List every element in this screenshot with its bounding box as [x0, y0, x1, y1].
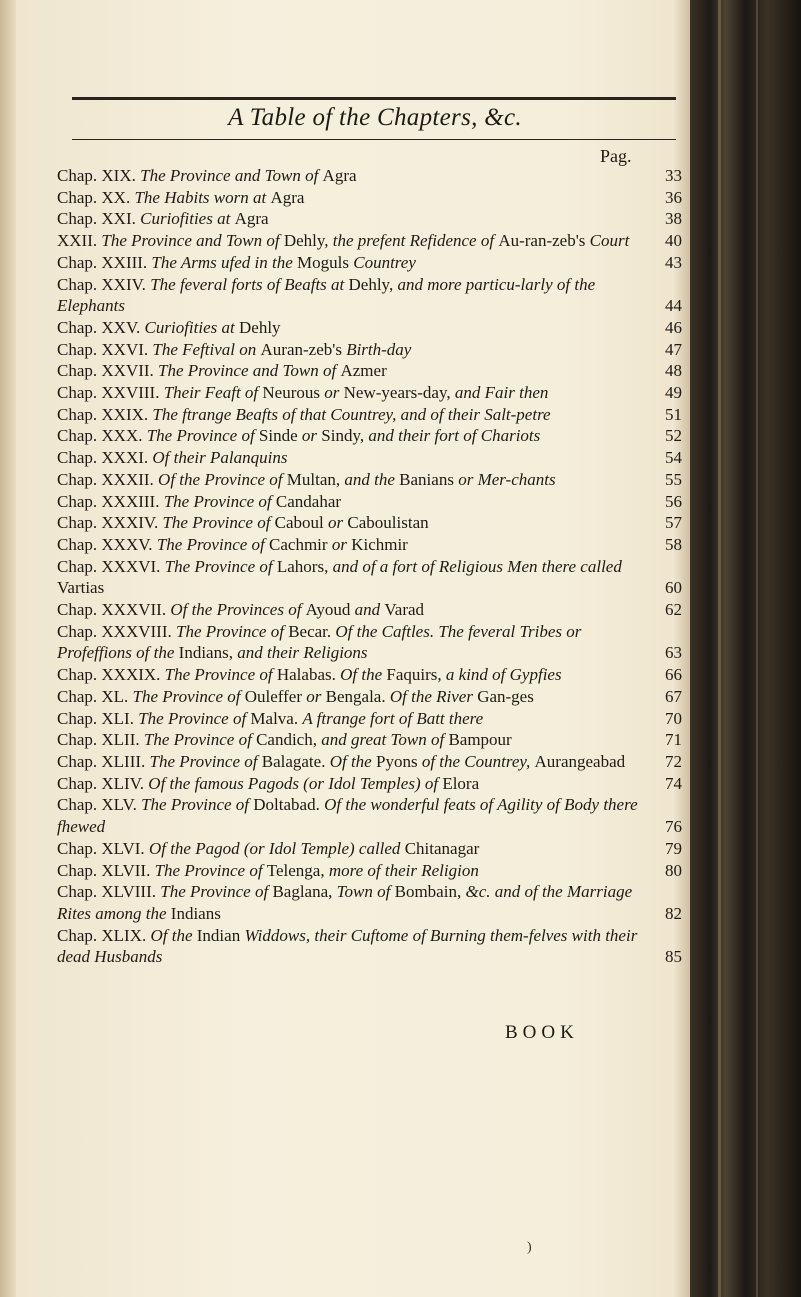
toc-entry [57, 729, 682, 751]
toc-entry [57, 252, 682, 274]
toc-entry [57, 339, 682, 361]
toc-entry-segment: Town of [336, 882, 395, 902]
toc-entry-segment: Court [589, 231, 630, 251]
toc-entry-segment: or [331, 534, 352, 554]
toc-entry-text [57, 882, 632, 923]
toc-page-number: 38 [665, 209, 682, 229]
toc-entry-segment: and [354, 600, 385, 620]
toc-entry-segment: Chap. XLVI. [57, 838, 149, 858]
toc-entry [57, 208, 682, 230]
toc-entry-segment: Auran-zeb's [260, 339, 347, 359]
toc-entry-segment: Au-ran-zeb's [498, 231, 590, 251]
toc-entry [57, 382, 682, 404]
toc-entry [57, 664, 682, 686]
toc-entry-text [57, 361, 387, 380]
toc-entry-text [57, 752, 625, 771]
toc-entry-segment: The Province of [138, 708, 251, 728]
toc-entry-segment: Azmer [340, 361, 387, 381]
toc-entry-segment: Dehly, [283, 231, 333, 251]
toc-page-number: 33 [665, 166, 682, 185]
toc-entry-segment: Dehly [239, 317, 281, 337]
toc-entry-segment: Chap. XXIII. [57, 252, 152, 272]
toc-entry-segment: and of a fort of Religious Men there called [332, 556, 622, 576]
toc-page-number: 72 [665, 751, 682, 771]
toc-entry-segment: Chap. XXXVIII. [57, 621, 176, 641]
toc-entry-segment: A ftrange fort of Batt there [302, 708, 484, 728]
toc-entry-segment: and more particu-larly of the Elephants [57, 274, 596, 316]
toc-entry-segment: The Province of [162, 513, 275, 533]
toc-entry-segment: and their Religions [237, 643, 368, 663]
toc-entry-segment: and their fort of Chariots [368, 426, 541, 446]
toc-page-number: 44 [665, 296, 682, 316]
toc-entry [57, 187, 682, 209]
toc-entry-segment: Ouleffer [244, 686, 307, 706]
toc-entry-text [57, 275, 595, 316]
toc-page-number: 48 [665, 361, 682, 381]
toc-entry-text [57, 513, 429, 532]
toc-entry-segment: Chap. XXX. [57, 426, 147, 446]
toc-entry-segment: The Feftival on [152, 339, 261, 359]
toc-entry-segment: Curiofities at [140, 209, 235, 229]
toc-entry-text [57, 600, 424, 619]
toc-entry-segment: The Province of [160, 882, 273, 902]
toc-entry-segment: Curiofities at [144, 317, 239, 337]
toc-entry-segment: Pyons [375, 751, 422, 771]
toc-entry-segment: Chap. XXV. [57, 317, 145, 337]
toc-entry [57, 556, 682, 599]
toc-entry-segment: Chap. XXVIII. [57, 383, 164, 403]
toc-entry-segment: Candahar [275, 491, 342, 511]
toc-entry-segment: a kind of Gypfies [445, 665, 562, 685]
toc-entry [57, 404, 682, 426]
toc-entry-segment: Chap. XXIV. [57, 274, 151, 294]
toc-entry [57, 599, 682, 621]
toc-entry-segment: or Mer-chants [458, 469, 556, 489]
toc-entry [57, 860, 682, 882]
toc-entry-segment: Banians [399, 469, 459, 489]
toc-entry-segment: Chap. XLI. [57, 708, 139, 728]
toc-page-number: 82 [665, 903, 682, 923]
toc-entry-text [57, 665, 562, 684]
toc-entry-text [57, 383, 548, 402]
toc-entry [57, 925, 682, 968]
toc-entry-segment: or [301, 426, 322, 446]
toc-entry-segment: Doltabad. [253, 795, 325, 815]
toc-entry-text [57, 318, 281, 337]
toc-entry-segment: Of the famous Pagods (or Idol Temples) of [148, 773, 443, 793]
toc-entry-segment: Of the Caftles. The feveral Tribes or Profeffions of the [57, 621, 582, 663]
toc-page-number: 58 [665, 534, 682, 554]
toc-entry-segment: Chap. XLIX. [57, 925, 151, 945]
toc-entry-segment: Of the Province of [158, 469, 287, 489]
toc-entry [57, 881, 682, 924]
toc-entry-segment: The Province and Town of [101, 231, 284, 251]
toc-entry-segment: The Province of [164, 665, 277, 685]
toc-entry-segment: and Fair then [454, 383, 549, 403]
toc-entry-segment: the prefent Refidence of [332, 231, 499, 251]
toc-entry-segment: Of their Palanquins [152, 448, 288, 468]
toc-entry-segment: Indian [196, 925, 245, 945]
toc-page-number: 52 [665, 426, 682, 446]
toc-entry-segment: Chap. XXXIII. [57, 491, 164, 511]
toc-entry-segment: or [324, 383, 344, 403]
toc-entry-segment: Gan-ges [477, 686, 534, 706]
toc-entry-segment: Chitanagar [404, 838, 480, 858]
toc-entry-segment: Lahors, [276, 556, 333, 576]
toc-entry [57, 708, 682, 730]
toc-entry-segment: Chap. XXVI. [57, 339, 153, 359]
toc-entry-text [57, 774, 479, 793]
toc-page-number: 47 [665, 339, 682, 359]
toc-entry-segment: Indians [170, 903, 221, 923]
toc-entry-text [57, 253, 416, 272]
toc-entry [57, 751, 682, 773]
toc-entry [57, 165, 682, 187]
toc-page-number: 80 [665, 860, 682, 880]
page-column-label: Pag. [600, 146, 632, 166]
toc-entry-segment: XXII. [57, 231, 102, 251]
toc-entry-segment: Chap. XX. [57, 187, 135, 207]
toc-entry-segment: or [306, 686, 326, 706]
table-of-contents [57, 165, 682, 968]
toc-page-number: 60 [665, 578, 682, 598]
toc-page-number: 76 [665, 817, 682, 837]
toc-page-number: 85 [665, 947, 682, 967]
toc-entry-segment: The Arms ufed in the [151, 252, 298, 272]
toc-page-number: 49 [665, 383, 682, 403]
toc-entry-segment: Candich, [256, 730, 322, 750]
toc-entry-segment: Of the [329, 751, 376, 771]
toc-entry [57, 425, 682, 447]
toc-page-number: 79 [665, 838, 682, 858]
toc-entry [57, 230, 682, 252]
toc-page-number: 67 [665, 686, 682, 706]
toc-entry [57, 469, 682, 491]
toc-entry-segment: Neurous [262, 383, 325, 403]
toc-entry-segment: Chap. XXXVII. [57, 600, 171, 620]
toc-entry-segment: &c. and of the Marriage Rites among the [57, 882, 633, 923]
toc-entry-segment: The Province of [149, 751, 262, 771]
toc-entry-segment: Sinde [258, 426, 302, 446]
toc-entry-segment: Of the [150, 925, 197, 945]
toc-entry-segment: Of the wonderful feats of Agility of Body there fhewed [57, 795, 638, 837]
toc-entry-segment: Balagate. [261, 751, 330, 771]
toc-entry [57, 512, 682, 534]
toc-entry-segment: Agra [270, 187, 305, 207]
toc-entry-segment: Chap. XXXIX. [57, 665, 165, 685]
toc-entry-segment: Of the Provinces of [170, 600, 306, 620]
toc-entry-segment: Chap. XXI. [57, 209, 141, 229]
toc-entry [57, 794, 682, 837]
toc-entry-segment: Chap. XXVII. [57, 361, 159, 381]
toc-entry-segment: Multan, [286, 469, 345, 489]
toc-page-number: 70 [665, 708, 682, 728]
toc-entry-segment: The Habits worn at [134, 187, 271, 207]
toc-entry-segment: New-years-day, [343, 383, 455, 403]
toc-entry-text [57, 448, 287, 467]
header-rule-bottom [72, 139, 676, 140]
toc-page-number: 62 [665, 600, 682, 620]
toc-entry [57, 274, 682, 317]
toc-entry-segment: The feveral forts of Beafts at [150, 274, 349, 294]
toc-entry-text [57, 405, 551, 424]
toc-entry-segment: Moguls [297, 252, 354, 272]
toc-entry-text [57, 340, 411, 359]
toc-entry-segment: The Province of [156, 534, 270, 554]
toc-entry-text [57, 426, 540, 445]
toc-entry-segment: Bengala. [325, 686, 390, 706]
toc-entry [57, 360, 682, 382]
toc-entry-segment: The Province of [164, 556, 277, 576]
toc-page-number: 66 [665, 665, 682, 685]
toc-entry-segment: Caboul [274, 513, 329, 533]
book-spine [690, 0, 801, 1297]
catchword: BOOK [505, 1022, 579, 1043]
toc-entry-segment: The Province of [143, 730, 257, 750]
toc-entry-segment: Halabas. [276, 665, 341, 685]
toc-entry-text [57, 231, 629, 250]
toc-entry-segment: and great Town of [321, 730, 449, 750]
toc-entry-text [57, 861, 479, 880]
toc-entry-segment: Chap. XLVII. [57, 860, 155, 880]
toc-entry-segment: Chap. XLIII. [57, 751, 150, 771]
toc-entry [57, 838, 682, 860]
toc-entry-text [57, 687, 534, 706]
toc-entry-segment: Their Feaft of [163, 383, 263, 403]
title-main: A Table of the Chapters, [228, 104, 478, 131]
toc-entry-segment: Baglana, [272, 882, 337, 902]
toc-entry [57, 686, 682, 708]
toc-entry-segment: Of the River [389, 686, 478, 706]
toc-entry-segment: Becar. [288, 621, 336, 641]
toc-entry-segment: Caboulistan [347, 513, 429, 533]
toc-page-number: 55 [665, 469, 682, 489]
toc-entry-text [57, 730, 512, 749]
toc-entry-segment: Chap. XL. [57, 686, 133, 706]
toc-entry-text [57, 492, 341, 511]
toc-entry-segment: Chap. XLIV. [57, 773, 149, 793]
toc-entry-text [57, 926, 637, 967]
toc-entry-text [57, 166, 357, 185]
toc-entry [57, 773, 682, 795]
toc-entry-segment: Vartias [57, 578, 105, 598]
toc-entry-segment: Chap. XXIX. [57, 404, 153, 424]
toc-entry-segment: Indians, [178, 643, 238, 663]
toc-entry-segment: Countrey [353, 252, 416, 272]
toc-entry-segment: Of the [340, 665, 387, 685]
toc-entry-text [57, 470, 556, 489]
toc-entry-segment: Chap. XLV. [57, 795, 142, 815]
toc-entry-segment: Chap. XXXII. [57, 469, 159, 489]
toc-entry-segment: Faquirs, [386, 665, 446, 685]
toc-entry-text [57, 622, 581, 663]
toc-entry-segment: Ayoud [305, 600, 355, 620]
toc-entry-text [57, 795, 638, 836]
page-title [60, 104, 690, 132]
toc-page-number: 40 [665, 231, 682, 251]
toc-entry-segment: more of their Religion [328, 860, 479, 880]
toc-entry-segment: The Province of [175, 621, 289, 641]
toc-entry-segment: Chap. XXXI. [57, 448, 153, 468]
toc-entry-segment: Chap. XLII. [57, 730, 144, 750]
toc-entry-segment: Agra [322, 166, 357, 185]
toc-entry-segment: Bombain, [394, 882, 466, 902]
toc-entry-segment: Bampour [448, 730, 512, 750]
toc-entry-segment: The ftrange Beafts of that Countrey, and of their Salt-petre [152, 404, 551, 424]
toc-entry-segment: Malva. [250, 708, 303, 728]
toc-entry-text [57, 209, 269, 228]
toc-entry-segment: The Province of [146, 426, 259, 446]
toc-entry-segment: The Province of [154, 860, 267, 880]
toc-page-number: 63 [665, 643, 682, 663]
toc-entry-segment: Birth-day [346, 339, 412, 359]
toc-entry-text [57, 557, 622, 598]
toc-page-number: 71 [665, 730, 682, 750]
toc-entry-segment: or [328, 513, 348, 533]
toc-entry-segment: Varad [384, 600, 425, 620]
toc-entry-segment: The Province of [163, 491, 276, 511]
toc-entry [57, 621, 682, 664]
toc-page-number: 36 [665, 187, 682, 207]
page-left-edge [0, 0, 16, 1297]
toc-entry-segment: and the [344, 469, 400, 489]
toc-entry-segment: Chap. XXXV. [57, 534, 157, 554]
toc-page-number: 57 [665, 513, 682, 533]
toc-entry-segment: Kichmir [351, 534, 408, 554]
toc-entry [57, 534, 682, 556]
toc-entry [57, 491, 682, 513]
toc-page-number: 51 [665, 404, 682, 424]
toc-entry-text [57, 709, 483, 728]
toc-entry-segment: Of the Pagod (or Idol Temple) called [148, 838, 405, 858]
toc-entry-segment: Aurangeabad [534, 751, 626, 771]
toc-entry-segment: Sindy, [321, 426, 369, 446]
toc-entry-segment: Chap. XXXVI. [57, 556, 165, 576]
toc-entry-segment: Agra [234, 209, 269, 229]
toc-entry-segment: The Province of [141, 795, 254, 815]
toc-entry-text [57, 839, 479, 858]
toc-entry-segment: Chap. XLVIII. [57, 882, 161, 902]
toc-entry-segment: Chap. XIX. [57, 166, 141, 185]
toc-entry-segment: The Province and Town of [140, 166, 323, 185]
toc-entry-segment: Cachmir [269, 534, 332, 554]
toc-entry [57, 317, 682, 339]
toc-entry-segment: Dehly, [348, 274, 398, 294]
toc-page-number: 43 [665, 252, 682, 272]
toc-entry-text [57, 188, 304, 207]
toc-page-number: 46 [665, 317, 682, 337]
toc-entry-segment: The Province and Town of [158, 361, 341, 381]
title-etc: &c. [477, 104, 522, 131]
toc-entry-segment: of the Countrey, [421, 751, 535, 771]
header-rule-top [72, 97, 676, 100]
toc-page-number: 74 [665, 773, 682, 793]
toc-entry [57, 447, 682, 469]
toc-entry-text [57, 535, 408, 554]
bottom-mark: ) [527, 1240, 532, 1255]
toc-entry-segment: Telenga, [266, 860, 329, 880]
toc-entry-segment: The Province of [132, 686, 245, 706]
toc-entry-segment: Widdows, their Cuftome of Burning them-felves with their dead Husbands [57, 925, 638, 967]
toc-page-number: 54 [665, 448, 682, 468]
toc-page-number: 56 [665, 491, 682, 511]
toc-entry-segment: Chap. XXXIV. [57, 513, 163, 533]
toc-entry-segment: Elora [442, 773, 480, 793]
